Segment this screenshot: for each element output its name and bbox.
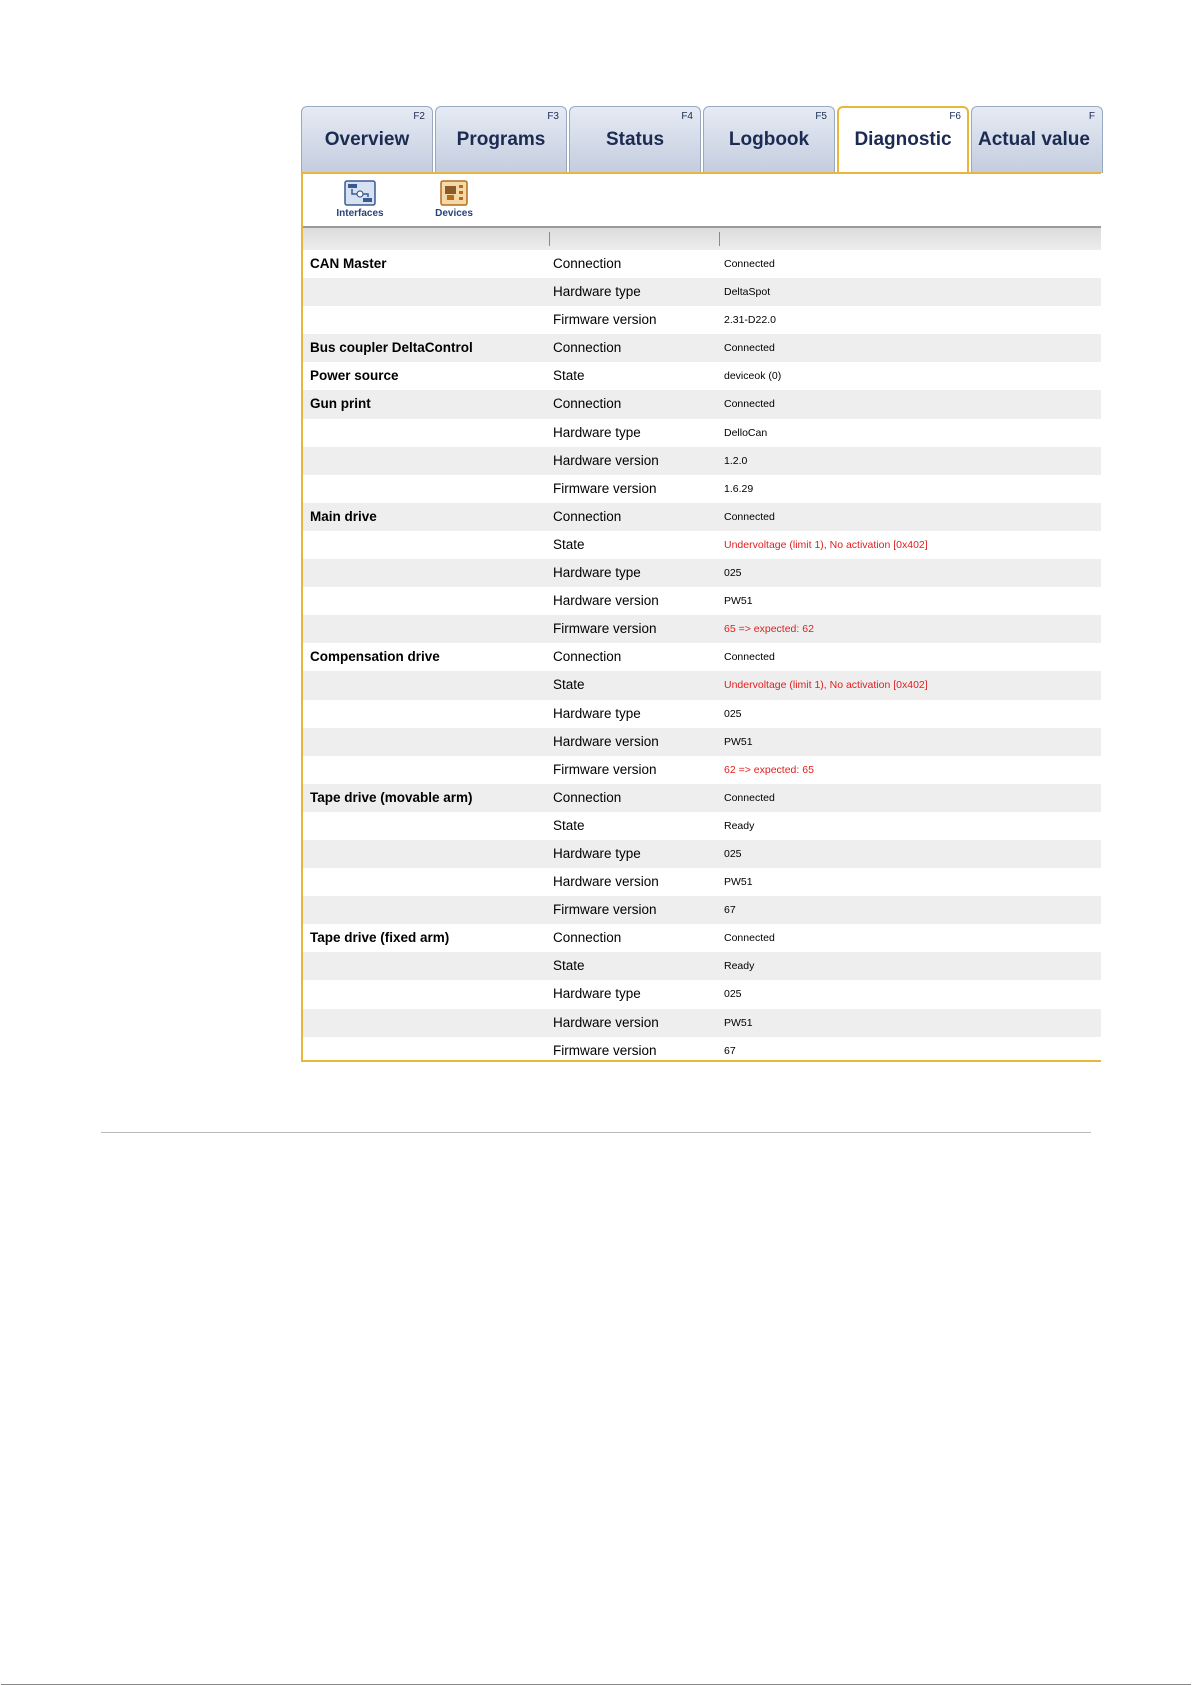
property-name: Firmware version (553, 312, 657, 328)
table-row[interactable] (303, 419, 1101, 447)
tab-fkey: F5 (815, 111, 827, 122)
diagnostic-window (301, 106, 1095, 1067)
property-name: Connection (553, 649, 622, 665)
property-name: Firmware version (553, 1042, 657, 1058)
table-row[interactable] (303, 503, 1101, 531)
property-value: 025 (724, 707, 742, 720)
property-value-error: 65 => expected: 62 (724, 623, 814, 636)
table-row[interactable] (303, 784, 1101, 812)
interfaces-button[interactable] (325, 180, 395, 224)
tab-programs[interactable] (435, 106, 567, 173)
property-name: Connection (553, 256, 622, 271)
property-value: Connected (724, 398, 775, 411)
table-row[interactable] (303, 840, 1101, 868)
property-value: 025 (724, 567, 742, 580)
property-name: Hardware version (553, 733, 659, 749)
table-row[interactable] (303, 559, 1101, 587)
table-row[interactable] (303, 728, 1101, 756)
interfaces-icon (344, 180, 376, 206)
property-name: Hardware type (553, 424, 641, 440)
property-name: Hardware version (553, 452, 659, 468)
property-name: State (553, 368, 585, 384)
table-row[interactable] (303, 531, 1101, 559)
table-row[interactable] (303, 756, 1101, 784)
tab-actual-value[interactable] (971, 106, 1103, 173)
devices-icon (438, 180, 470, 206)
tab-label: Status (605, 129, 665, 150)
table-row[interactable] (303, 475, 1101, 503)
table-row[interactable] (303, 1037, 1101, 1065)
tab-label: Actual value (978, 129, 1090, 150)
tab-bar (301, 106, 1095, 173)
table-row[interactable] (303, 615, 1101, 643)
tab-label: Logbook (728, 129, 810, 150)
tab-fkey: F4 (681, 111, 693, 122)
table-row[interactable] (303, 1009, 1101, 1037)
property-value: Ready (724, 819, 755, 832)
content-panel (301, 172, 1101, 1062)
device-name: Tape drive (fixed arm) (310, 930, 450, 946)
property-value: Connected (724, 342, 775, 355)
property-name: Connection (553, 396, 622, 412)
device-name: Main drive (310, 508, 377, 524)
tab-fkey: F6 (949, 111, 961, 122)
tab-label: Diagnostic (854, 129, 952, 150)
property-value: PW51 (724, 735, 753, 748)
property-value: DelloCan (724, 426, 768, 439)
property-name: State (553, 677, 585, 693)
property-name: Hardware version (553, 1014, 659, 1030)
property-value: Connected (724, 258, 775, 270)
property-value: PW51 (724, 595, 753, 608)
device-name: Tape drive (movable arm) (310, 789, 473, 805)
tab-fkey: F (1088, 111, 1095, 122)
device-name: Bus coupler DeltaControl (310, 340, 473, 356)
table-row[interactable] (303, 334, 1101, 362)
table-row[interactable] (303, 643, 1101, 671)
property-name: Hardware type (553, 986, 641, 1002)
tab-label: Programs (456, 129, 546, 150)
property-value: DeltaSpot (724, 286, 771, 299)
property-value: 025 (724, 847, 742, 860)
property-value: 67 (724, 1044, 736, 1057)
tab-overview[interactable] (301, 106, 433, 173)
column-separator[interactable] (719, 232, 720, 246)
property-value: 67 (724, 904, 736, 917)
devices-label: Devices (435, 208, 473, 219)
property-value: Connected (724, 791, 775, 804)
tab-status[interactable] (569, 106, 701, 173)
property-name: Hardware type (553, 284, 641, 300)
divider (101, 1132, 1091, 1133)
tab-label: Overview (324, 129, 410, 150)
property-name: Firmware version (553, 480, 657, 496)
table-row[interactable] (303, 700, 1101, 728)
property-name: Connection (553, 789, 622, 805)
property-name: Firmware version (553, 621, 657, 637)
property-name: Hardware version (553, 593, 659, 609)
device-name: Gun print (310, 396, 371, 412)
property-value: Ready (724, 960, 755, 973)
property-value: 1.6.29 (724, 482, 754, 495)
device-name: Power source (310, 368, 399, 384)
property-value: 2.31-D22.0 (724, 314, 776, 327)
device-name: Compensation drive (310, 649, 440, 665)
table-row[interactable] (303, 896, 1101, 924)
table-row[interactable] (303, 447, 1101, 475)
property-value: PW51 (724, 876, 753, 889)
device-name: CAN Master (310, 256, 387, 271)
table-row[interactable] (303, 278, 1101, 306)
property-name: Hardware type (553, 705, 641, 721)
property-value-error: 62 => expected: 65 (724, 763, 814, 776)
property-name: Hardware type (553, 565, 641, 581)
table-row[interactable] (303, 868, 1101, 896)
property-value-error: Undervoltage (limit 1), No activation [0x402] (724, 679, 928, 692)
property-value: 025 (724, 988, 742, 1001)
table-row[interactable] (303, 924, 1101, 952)
table-row[interactable] (303, 362, 1101, 390)
property-name: Firmware version (553, 902, 657, 918)
toolbar (303, 174, 1101, 226)
table-row[interactable] (303, 952, 1101, 980)
property-value: deviceok (0) (724, 370, 782, 383)
table-row[interactable] (303, 250, 1101, 278)
property-name: Connection (553, 930, 622, 946)
devices-button[interactable] (419, 180, 489, 224)
table-row[interactable] (303, 390, 1101, 418)
property-name: State (553, 958, 585, 974)
property-name: State (553, 536, 585, 552)
property-name: Connection (553, 340, 622, 356)
table-row[interactable] (303, 671, 1101, 699)
tab-logbook[interactable] (703, 106, 835, 173)
tab-fkey: F3 (547, 111, 559, 122)
property-name: State (553, 817, 585, 833)
table-row[interactable] (303, 980, 1101, 1008)
tab-fkey: F2 (413, 111, 425, 122)
property-value: Connected (724, 510, 775, 523)
table-row[interactable] (303, 587, 1101, 615)
property-name: Connection (553, 508, 622, 524)
interfaces-label: Interfaces (336, 208, 384, 219)
table-row[interactable] (303, 306, 1101, 334)
property-name: Firmware version (553, 761, 657, 777)
property-value-error: Undervoltage (limit 1), No activation [0x402] (724, 538, 928, 551)
diagnostic-table (303, 250, 1101, 1065)
table-header (303, 226, 1101, 250)
property-value: 1.2.0 (724, 454, 748, 467)
tab-diagnostic[interactable] (837, 106, 969, 174)
property-name: Hardware version (553, 874, 659, 890)
table-row[interactable] (303, 812, 1101, 840)
property-value: PW51 (724, 1016, 753, 1029)
property-name: Hardware type (553, 845, 641, 861)
column-separator[interactable] (549, 232, 550, 246)
property-value: Connected (724, 651, 775, 664)
property-value: Connected (724, 932, 775, 945)
